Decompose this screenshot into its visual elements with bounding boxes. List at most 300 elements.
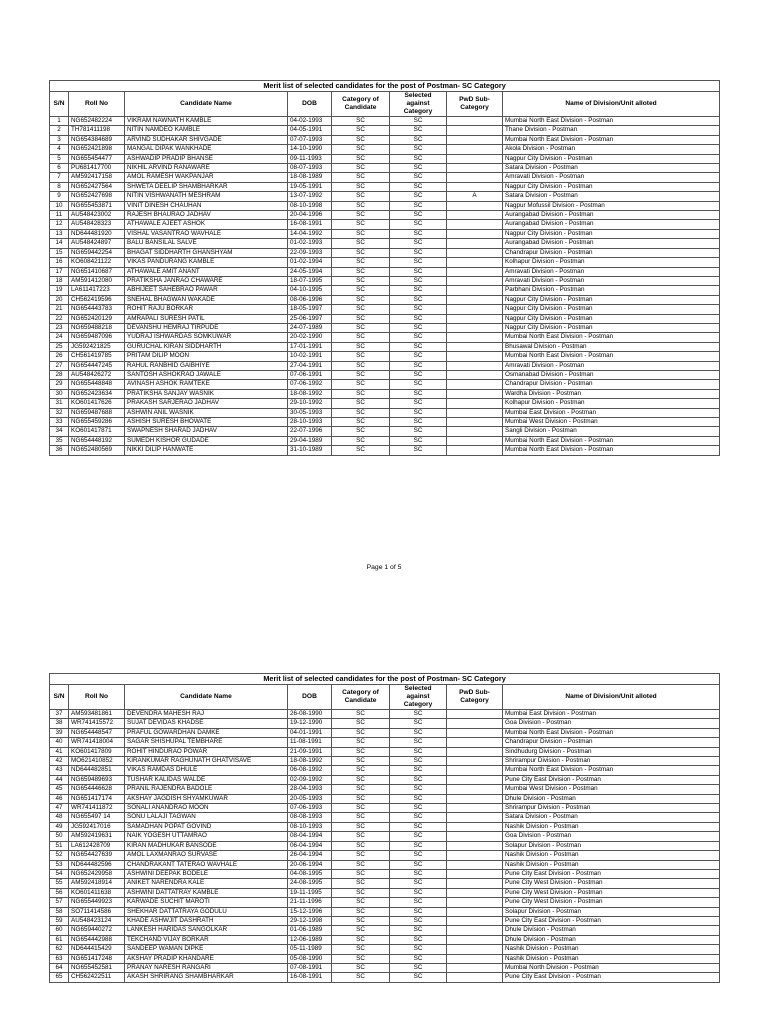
col-header-division: Name of Division/Unit alloted bbox=[503, 685, 720, 710]
cell-division: Mumbai West Division - Postman bbox=[503, 785, 720, 794]
cell-sn: 5 bbox=[50, 154, 69, 163]
cell-selected-against: SC bbox=[390, 380, 447, 389]
cell-candidate-name: KIRAN MADHUKAR BANSODE bbox=[125, 841, 288, 850]
table-row bbox=[50, 239, 720, 248]
cell-sn: 38 bbox=[50, 719, 69, 728]
cell-dob: 19-05-1991 bbox=[288, 182, 332, 191]
cell-sn: 60 bbox=[50, 926, 69, 935]
cell-roll-no: TH781411198 bbox=[69, 126, 125, 135]
cell-candidate-name: ARVIND SUDHAKAR SHIVGADE bbox=[125, 135, 288, 144]
table-row bbox=[50, 757, 720, 766]
cell-sn: 47 bbox=[50, 804, 69, 813]
merit-list-table-page-1 bbox=[49, 80, 720, 456]
table-row bbox=[50, 229, 720, 238]
cell-pwd bbox=[447, 813, 503, 822]
cell-pwd bbox=[447, 229, 503, 238]
cell-division: Nashik Division - Postman bbox=[503, 860, 720, 869]
cell-category: SC bbox=[332, 286, 390, 295]
cell-division: Bhusawal Division - Postman bbox=[503, 342, 720, 351]
cell-roll-no: KO601417809 bbox=[69, 747, 125, 756]
cell-selected-against: SC bbox=[390, 822, 447, 831]
cell-selected-against: SC bbox=[390, 173, 447, 182]
cell-selected-against: SC bbox=[390, 164, 447, 173]
cell-division: Satara Division - Postman bbox=[503, 164, 720, 173]
cell-dob: 24-05-1994 bbox=[288, 267, 332, 276]
cell-category: SC bbox=[332, 832, 390, 841]
cell-pwd bbox=[447, 286, 503, 295]
cell-sn: 28 bbox=[50, 370, 69, 379]
cell-dob: 04-05-1991 bbox=[288, 126, 332, 135]
cell-roll-no: AM592418914 bbox=[69, 879, 125, 888]
cell-sn: 29 bbox=[50, 380, 69, 389]
cell-candidate-name: AKSHAY PRADIP KHANDARE bbox=[125, 954, 288, 963]
col-header-pwd: PwD Sub-Category bbox=[447, 685, 503, 710]
cell-division: Nagpur City Division - Postman bbox=[503, 295, 720, 304]
cell-category: SC bbox=[332, 785, 390, 794]
cell-sn: 25 bbox=[50, 342, 69, 351]
cell-dob: 17-01-1991 bbox=[288, 342, 332, 351]
cell-roll-no: LA611417223 bbox=[69, 286, 125, 295]
cell-candidate-name: NITIN VISHWANATH MESHRAM bbox=[125, 192, 288, 201]
table-row bbox=[50, 145, 720, 154]
cell-selected-against: SC bbox=[390, 888, 447, 897]
cell-selected-against: SC bbox=[390, 229, 447, 238]
cell-candidate-name: ATHAWALE AJEET ASHOK bbox=[125, 220, 288, 229]
cell-roll-no: NG654427639 bbox=[69, 851, 125, 860]
cell-pwd bbox=[447, 295, 503, 304]
cell-category: SC bbox=[332, 728, 390, 737]
cell-pwd bbox=[447, 954, 503, 963]
cell-dob: 29-10-1992 bbox=[288, 399, 332, 408]
cell-category: SC bbox=[332, 907, 390, 916]
cell-pwd bbox=[447, 898, 503, 907]
cell-roll-no: AU548423002 bbox=[69, 211, 125, 220]
cell-pwd bbox=[447, 211, 503, 220]
cell-sn: 42 bbox=[50, 757, 69, 766]
table-row bbox=[50, 747, 720, 756]
cell-roll-no: SO711414586 bbox=[69, 907, 125, 916]
cell-category: SC bbox=[332, 258, 390, 267]
cell-sn: 10 bbox=[50, 201, 69, 210]
cell-sn: 8 bbox=[50, 182, 69, 191]
cell-dob: 18-08-1992 bbox=[288, 389, 332, 398]
cell-pwd bbox=[447, 117, 503, 126]
cell-sn: 33 bbox=[50, 418, 69, 427]
table-row bbox=[50, 916, 720, 925]
cell-dob: 18-07-1995 bbox=[288, 276, 332, 285]
cell-selected-against: SC bbox=[390, 841, 447, 850]
cell-category: SC bbox=[332, 869, 390, 878]
cell-candidate-name: NIKHIL ARVIND RANAWARE bbox=[125, 164, 288, 173]
cell-dob: 07-08-1991 bbox=[288, 963, 332, 972]
cell-selected-against: SC bbox=[390, 436, 447, 445]
cell-roll-no: AU548424897 bbox=[69, 239, 125, 248]
cell-pwd bbox=[447, 888, 503, 897]
cell-selected-against: SC bbox=[390, 963, 447, 972]
cell-dob: 20-06-1994 bbox=[288, 860, 332, 869]
cell-candidate-name: SANDEEP WAMAN DIPKE bbox=[125, 945, 288, 954]
cell-dob: 27-04-1991 bbox=[288, 361, 332, 370]
cell-division: Mumbai North East Division - Postman bbox=[503, 352, 720, 361]
cell-category: SC bbox=[332, 201, 390, 210]
cell-selected-against: SC bbox=[390, 869, 447, 878]
col-header-sn: S/N bbox=[50, 92, 69, 117]
cell-candidate-name: AKASH SHRIRANG SHAMBHARKAR bbox=[125, 973, 288, 982]
cell-sn: 34 bbox=[50, 427, 69, 436]
cell-category: SC bbox=[332, 775, 390, 784]
cell-candidate-name: ASHISH SURESH BHOWATE bbox=[125, 418, 288, 427]
cell-pwd bbox=[447, 408, 503, 417]
cell-candidate-name: MANGAL DIPAK WANKHADE bbox=[125, 145, 288, 154]
cell-roll-no: NG655452581 bbox=[69, 963, 125, 972]
cell-pwd bbox=[447, 757, 503, 766]
cell-division: Mumbai North East Division - Postman bbox=[503, 728, 720, 737]
cell-dob: 04-10-1995 bbox=[288, 286, 332, 295]
cell-division: Pune City East Division - Postman bbox=[503, 775, 720, 784]
cell-dob: 31-10-1989 bbox=[288, 446, 332, 455]
cell-selected-against: SC bbox=[390, 757, 447, 766]
cell-selected-against: SC bbox=[390, 427, 447, 436]
cell-category: SC bbox=[332, 342, 390, 351]
cell-selected-against: SC bbox=[390, 248, 447, 257]
cell-division: Mumbai North East Division - Postman bbox=[503, 436, 720, 445]
cell-candidate-name: TUSHAR KALIDAS WALDE bbox=[125, 775, 288, 784]
table-row bbox=[50, 710, 720, 719]
cell-sn: 16 bbox=[50, 258, 69, 267]
cell-selected-against: SC bbox=[390, 408, 447, 417]
cell-division: Chandrapur Division - Postman bbox=[503, 380, 720, 389]
cell-candidate-name: GURUCHAL KIRAN SIDDHARTH bbox=[125, 342, 288, 351]
cell-division: Pune City West Division - Postman bbox=[503, 879, 720, 888]
table-row bbox=[50, 926, 720, 935]
cell-sn: 24 bbox=[50, 333, 69, 342]
cell-pwd bbox=[447, 352, 503, 361]
cell-roll-no: NG654448547 bbox=[69, 728, 125, 737]
cell-dob: 10-02-1991 bbox=[288, 352, 332, 361]
cell-division: Thane Division - Postman bbox=[503, 126, 720, 135]
cell-sn: 39 bbox=[50, 728, 69, 737]
col-header-pwd: PwD Sub-Category bbox=[447, 92, 503, 117]
cell-pwd bbox=[447, 794, 503, 803]
cell-roll-no: NG655448848 bbox=[69, 380, 125, 389]
table-row bbox=[50, 719, 720, 728]
cell-roll-no: KO608421122 bbox=[69, 258, 125, 267]
cell-pwd bbox=[447, 860, 503, 869]
cell-roll-no: NG659488218 bbox=[69, 323, 125, 332]
cell-category: SC bbox=[332, 380, 390, 389]
cell-candidate-name: SWAPNESH SHARAD JADHAV bbox=[125, 427, 288, 436]
cell-roll-no: AU548428323 bbox=[69, 220, 125, 229]
cell-category: SC bbox=[332, 333, 390, 342]
table-row bbox=[50, 766, 720, 775]
cell-sn: 11 bbox=[50, 211, 69, 220]
cell-selected-against: SC bbox=[390, 389, 447, 398]
cell-category: SC bbox=[332, 710, 390, 719]
cell-sn: 65 bbox=[50, 973, 69, 982]
cell-sn: 59 bbox=[50, 916, 69, 925]
cell-roll-no: AM592419631 bbox=[69, 832, 125, 841]
cell-pwd bbox=[447, 775, 503, 784]
cell-dob: 26-04-1994 bbox=[288, 851, 332, 860]
cell-category: SC bbox=[332, 192, 390, 201]
cell-division: Mumbai North East Division - Postman bbox=[503, 333, 720, 342]
cell-roll-no: KO601417871 bbox=[69, 427, 125, 436]
cell-selected-against: SC bbox=[390, 361, 447, 370]
cell-dob: 16-08-1991 bbox=[288, 973, 332, 982]
cell-division: Chandrapur Division - Postman bbox=[503, 248, 720, 257]
table-row bbox=[50, 182, 720, 191]
table-row bbox=[50, 813, 720, 822]
cell-candidate-name: ASHWINI DATTATRAY KAMBLE bbox=[125, 888, 288, 897]
cell-division: Nagpur Mofussil Division - Postman bbox=[503, 201, 720, 210]
cell-candidate-name: SNEHAL BHAGWAN WAKADE bbox=[125, 295, 288, 304]
table-row bbox=[50, 945, 720, 954]
cell-sn: 30 bbox=[50, 389, 69, 398]
col-header-category: Category of Candidate bbox=[332, 92, 390, 117]
cell-selected-against: SC bbox=[390, 258, 447, 267]
cell-category: SC bbox=[332, 418, 390, 427]
cell-candidate-name: SAGAR SHISHUPAL TEMBHARE bbox=[125, 738, 288, 747]
cell-pwd bbox=[447, 380, 503, 389]
table-row bbox=[50, 851, 720, 860]
cell-pwd bbox=[447, 154, 503, 163]
cell-division: Chandrapur Division - Postman bbox=[503, 738, 720, 747]
cell-roll-no: NG651417248 bbox=[69, 954, 125, 963]
table-row bbox=[50, 286, 720, 295]
cell-dob: 07-06-1993 bbox=[288, 804, 332, 813]
cell-category: SC bbox=[332, 916, 390, 925]
cell-dob: 29-04-1989 bbox=[288, 436, 332, 445]
cell-roll-no: NG655459286 bbox=[69, 418, 125, 427]
cell-pwd bbox=[447, 248, 503, 257]
cell-selected-against: SC bbox=[390, 220, 447, 229]
cell-sn: 14 bbox=[50, 239, 69, 248]
cell-pwd bbox=[447, 361, 503, 370]
cell-dob: 11-08-1991 bbox=[288, 738, 332, 747]
cell-sn: 40 bbox=[50, 738, 69, 747]
cell-roll-no: NG652427698 bbox=[69, 192, 125, 201]
cell-category: SC bbox=[332, 117, 390, 126]
table-row bbox=[50, 258, 720, 267]
cell-division: Wardha Division - Postman bbox=[503, 389, 720, 398]
cell-candidate-name: ROHIT RAJU BORKAR bbox=[125, 305, 288, 314]
cell-sn: 44 bbox=[50, 775, 69, 784]
cell-sn: 46 bbox=[50, 794, 69, 803]
cell-division: Kolhapur Division - Postman bbox=[503, 399, 720, 408]
cell-dob: 30-05-1993 bbox=[288, 408, 332, 417]
cell-dob: 19-11-1995 bbox=[288, 888, 332, 897]
cell-candidate-name: VINIT DINESH CHAUHAN bbox=[125, 201, 288, 210]
table-row bbox=[50, 201, 720, 210]
cell-candidate-name: KIRANKUMAR RAGHUNATH GHATVISAVE bbox=[125, 757, 288, 766]
cell-category: SC bbox=[332, 945, 390, 954]
cell-candidate-name: NIKKI DILIP HANWATE bbox=[125, 446, 288, 455]
cell-candidate-name: SANTOSH ASHOKRAO JAWALE bbox=[125, 370, 288, 379]
cell-category: SC bbox=[332, 352, 390, 361]
col-header-candidate-name: Candidate Name bbox=[125, 92, 288, 117]
cell-dob: 01-02-1993 bbox=[288, 239, 332, 248]
cell-candidate-name: AKSHAY JAGDISH SHYAMKUWAR bbox=[125, 794, 288, 803]
cell-selected-against: SC bbox=[390, 314, 447, 323]
cell-dob: 24-08-1995 bbox=[288, 879, 332, 888]
cell-division: Goa Division - Postman bbox=[503, 832, 720, 841]
cell-dob: 08-06-1996 bbox=[288, 295, 332, 304]
cell-selected-against: SC bbox=[390, 418, 447, 427]
cell-division: Amravati Division - Postman bbox=[503, 267, 720, 276]
cell-roll-no: NG659487688 bbox=[69, 408, 125, 417]
cell-selected-against: SC bbox=[390, 935, 447, 944]
cell-roll-no: NG659440272 bbox=[69, 926, 125, 935]
cell-pwd bbox=[447, 907, 503, 916]
cell-candidate-name: DEVENDRA MAHESH RAJ bbox=[125, 710, 288, 719]
cell-pwd bbox=[447, 370, 503, 379]
table-row bbox=[50, 879, 720, 888]
cell-division: Mumbai East Division - Postman bbox=[503, 710, 720, 719]
cell-candidate-name: SUMEDH KISHOR GUDADE bbox=[125, 436, 288, 445]
cell-pwd bbox=[447, 879, 503, 888]
cell-roll-no: NG655449923 bbox=[69, 898, 125, 907]
cell-sn: 51 bbox=[50, 841, 69, 850]
cell-sn: 31 bbox=[50, 399, 69, 408]
cell-category: SC bbox=[332, 154, 390, 163]
cell-sn: 6 bbox=[50, 164, 69, 173]
cell-candidate-name: SAMADHAN POPAT GOVIND bbox=[125, 822, 288, 831]
cell-pwd bbox=[447, 785, 503, 794]
cell-sn: 37 bbox=[50, 710, 69, 719]
cell-dob: 02-09-1992 bbox=[288, 775, 332, 784]
table-row bbox=[50, 323, 720, 332]
col-header-dob: DOB bbox=[288, 92, 332, 117]
cell-dob: 14-04-1992 bbox=[288, 229, 332, 238]
cell-sn: 62 bbox=[50, 945, 69, 954]
cell-dob: 24-07-1989 bbox=[288, 323, 332, 332]
cell-pwd bbox=[447, 728, 503, 737]
table-row bbox=[50, 361, 720, 370]
table-row bbox=[50, 173, 720, 182]
cell-selected-against: SC bbox=[390, 276, 447, 285]
cell-pwd bbox=[447, 427, 503, 436]
cell-dob: 29-12-1998 bbox=[288, 916, 332, 925]
cell-selected-against: SC bbox=[390, 154, 447, 163]
cell-division: Amravati Division - Postman bbox=[503, 361, 720, 370]
cell-selected-against: SC bbox=[390, 323, 447, 332]
cell-dob: 12-06-1989 bbox=[288, 935, 332, 944]
cell-candidate-name: VIKAS RAMDAS DHULE bbox=[125, 766, 288, 775]
table-row bbox=[50, 898, 720, 907]
cell-dob: 28-10-1993 bbox=[288, 418, 332, 427]
table-row bbox=[50, 389, 720, 398]
cell-pwd bbox=[447, 323, 503, 332]
cell-sn: 1 bbox=[50, 117, 69, 126]
cell-division: Mumbai North Division - Postman bbox=[503, 963, 720, 972]
cell-candidate-name: VIKAS PANDURANG KAMBLE bbox=[125, 258, 288, 267]
cell-dob: 05-11-1989 bbox=[288, 945, 332, 954]
cell-dob: 19-12-1990 bbox=[288, 719, 332, 728]
cell-candidate-name: ROHIT HINDURAO POWAR bbox=[125, 747, 288, 756]
cell-category: SC bbox=[332, 370, 390, 379]
cell-pwd bbox=[447, 973, 503, 982]
cell-category: SC bbox=[332, 211, 390, 220]
cell-dob: 18-08-1992 bbox=[288, 757, 332, 766]
cell-category: SC bbox=[332, 436, 390, 445]
cell-division: Sindhudurg Division - Postman bbox=[503, 747, 720, 756]
cell-pwd bbox=[447, 220, 503, 229]
cell-pwd bbox=[447, 869, 503, 878]
cell-division: Nagpur City Division - Postman bbox=[503, 229, 720, 238]
cell-dob: 06-08-1992 bbox=[288, 766, 332, 775]
cell-category: SC bbox=[332, 841, 390, 850]
cell-pwd bbox=[447, 719, 503, 728]
table-row bbox=[50, 869, 720, 878]
table-row bbox=[50, 135, 720, 144]
cell-candidate-name: CHANDRAKANT TATERAO WAVHALE bbox=[125, 860, 288, 869]
table-title: Merit list of selected candidates for the post of Postman- SC Category bbox=[50, 81, 720, 92]
table-row bbox=[50, 305, 720, 314]
cell-selected-against: SC bbox=[390, 182, 447, 191]
cell-sn: 12 bbox=[50, 220, 69, 229]
cell-candidate-name: ASHWINI DEEPAK BODELE bbox=[125, 869, 288, 878]
cell-sn: 18 bbox=[50, 276, 69, 285]
cell-sn: 21 bbox=[50, 305, 69, 314]
cell-roll-no: ND644415429 bbox=[69, 945, 125, 954]
cell-pwd bbox=[447, 182, 503, 191]
cell-selected-against: SC bbox=[390, 126, 447, 135]
cell-dob: 07-07-1993 bbox=[288, 135, 332, 144]
cell-pwd bbox=[447, 766, 503, 775]
cell-roll-no: NG654384689 bbox=[69, 135, 125, 144]
cell-candidate-name: SONALI ANANDRAO MOON bbox=[125, 804, 288, 813]
cell-pwd bbox=[447, 418, 503, 427]
cell-candidate-name: PRAFUL GOWARDHAN DAMKE bbox=[125, 728, 288, 737]
cell-pwd bbox=[447, 804, 503, 813]
table-row bbox=[50, 935, 720, 944]
table-row bbox=[50, 804, 720, 813]
cell-candidate-name: LANKESH HARIDAS SANGOLKAR bbox=[125, 926, 288, 935]
cell-division: Sangli Division - Postman bbox=[503, 427, 720, 436]
cell-dob: 08-04-1994 bbox=[288, 832, 332, 841]
cell-selected-against: SC bbox=[390, 747, 447, 756]
cell-candidate-name: KHADE ASHWJIT DASHRATH bbox=[125, 916, 288, 925]
cell-pwd bbox=[447, 258, 503, 267]
table-row bbox=[50, 333, 720, 342]
cell-pwd bbox=[447, 389, 503, 398]
cell-candidate-name: SHEKHAR DATTATRAYA GODULU bbox=[125, 907, 288, 916]
cell-category: SC bbox=[332, 898, 390, 907]
cell-roll-no: NG654448192 bbox=[69, 436, 125, 445]
cell-roll-no: CH561419785 bbox=[69, 352, 125, 361]
cell-category: SC bbox=[332, 314, 390, 323]
cell-category: SC bbox=[332, 229, 390, 238]
cell-roll-no: NG659487096 bbox=[69, 333, 125, 342]
cell-sn: 45 bbox=[50, 785, 69, 794]
cell-division: Mumbai North East Division - Postman bbox=[503, 446, 720, 455]
table-row bbox=[50, 436, 720, 445]
cell-pwd bbox=[447, 436, 503, 445]
col-header-category: Category of Candidate bbox=[332, 685, 390, 710]
cell-roll-no: NG655497 14 bbox=[69, 813, 125, 822]
cell-dob: 04-08-1995 bbox=[288, 869, 332, 878]
cell-division: Shrirampur Division - Postman bbox=[503, 804, 720, 813]
cell-division: Amravati Division - Postman bbox=[503, 276, 720, 285]
cell-selected-against: SC bbox=[390, 211, 447, 220]
table-row bbox=[50, 963, 720, 972]
cell-category: SC bbox=[332, 747, 390, 756]
cell-sn: 48 bbox=[50, 813, 69, 822]
cell-roll-no: NG655454477 bbox=[69, 154, 125, 163]
cell-category: SC bbox=[332, 427, 390, 436]
table-row bbox=[50, 738, 720, 747]
cell-roll-no: ND644482851 bbox=[69, 766, 125, 775]
